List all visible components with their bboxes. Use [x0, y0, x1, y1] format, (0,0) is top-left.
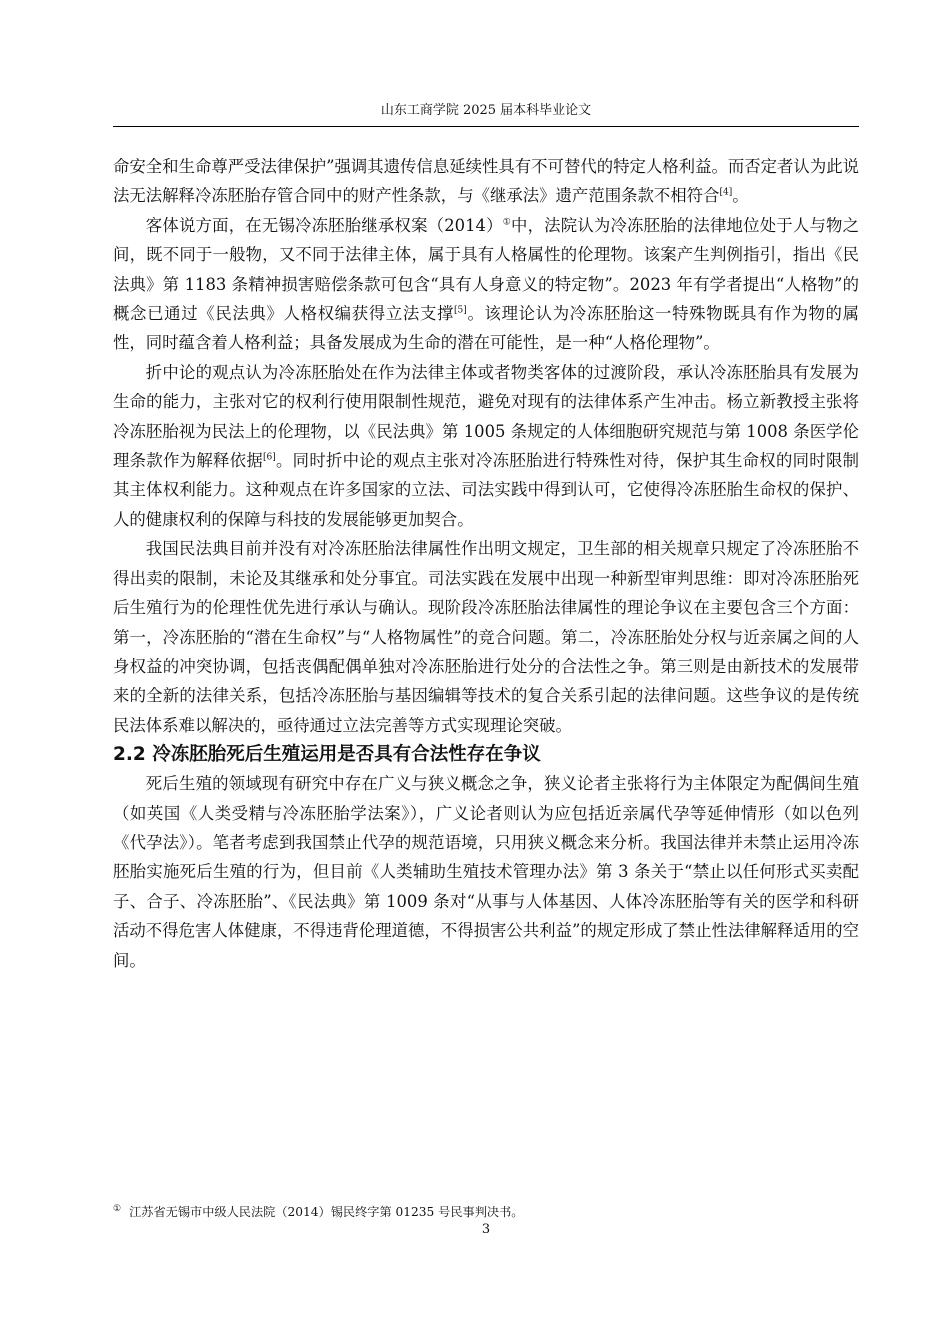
body-paragraph-object-theory: 客体说方面，在无锡冷冻胚胎继承权案（2014）①中，法院认为冷冻胚胎的法律地位处于人与物之间，既不同于一般物，又不同于法律主体，属于具有人格属性的伦理物。该案产生判例指引，指出《民法典》第 1183 条精神损害赔偿条款可包含“具有人身意义的特定物”。2023 年有学者提出“人格物”的概念已通过《民法典》人格权编获得立法支撑[5]。该理论认为冷冻胚胎这一特殊物既具有作为物的属性，同时蕴含着人格利益；具备发展成为生命的潜在可能性，是一种“人格伦理物”。	[113, 215, 859, 353]
running-header: 山东工商学院 2025 届本科毕业论文	[380, 103, 592, 118]
footnote-marker: ①	[113, 1203, 122, 1214]
citation-ref: [4]	[719, 187, 733, 198]
page-body	[113, 152, 859, 975]
footnote-area	[113, 1203, 859, 1221]
body-paragraph-posthumous-reproduction: 死后生殖的领域现有研究中存在广义与狭义概念之争，狭义论者主张将行为主体限定为配偶间生殖（如英国《人类受精与冷冻胚胎学法案》），广义论者则认为应包括近亲属代孕等延伸情形（如以色列《代孕法》）。笔者考虑到我国禁止代孕的规范语境，只用狭义概念来分析。我国法律并未禁止运用冷冻胚胎实施死后生殖的行为，但目前《人类辅助生殖技术管理办法》第 3 条关于“禁止以任何形式买卖配子、合子、冷冻胚胎”、《民法典》第 1009 条对“从事与人体基因、人体冷冻胚胎等有关的医学和科研活动不得危害人体健康，不得违背伦理道德，不得损害公共利益”的规定形成了禁止性法律解释适用的空间。	[113, 774, 859, 970]
citation-ref: [6]	[262, 452, 276, 463]
header-divider	[113, 126, 859, 127]
body-paragraph-current-law: 我国民法典目前并没有对冷冻胚胎法律属性作出明文规定，卫生部的相关规章只规定了冷冻胚胎不得出卖的限制，未论及其继承和处分事宜。司法实践在发展中出现一种新型审判思维：即对冷冻胚胎死后生殖行为的伦理性优先进行承认与确认。现阶段冷冻胚胎法律属性的理论争议在主要包含三个方面：第一，冷冻胚胎的“潜在生命权”与“人格物属性”的竞合问题。第二，冷冻胚胎处分权与近亲属之间的人身权益的冲突协调，包括丧偶配偶单独对冷冻胚胎进行处分的合法性之争。第三则是由新技术的发展带来的全新的法律关系，包括冷冻胚胎与基因编辑等技术的复合关系引起的法律问题。这些争议的是传统民法体系难以解决的，亟待通过立法完善等方式实现理论突破。	[113, 539, 859, 735]
footnote-ref: ①	[502, 217, 511, 228]
page-number: 3	[481, 1222, 491, 1237]
body-paragraph-compromise-theory: 折中论的观点认为冷冻胚胎处在作为法律主体或者物类客体的过渡阶段，承认冷冻胚胎具有发展为生命的能力，主张对它的权利行使用限制性规范，避免对现有的法律体系产生冲击。杨立新教授主张将冷冻胚胎视为民法上的伦理物，以《民法典》第 1005 条规定的人体细胞研究规范与第 1008 条医学伦理条款作为解释依据[6]。同时折中论的观点主张对冷冻胚胎进行特殊性对待，保护其生命权的同时限制其主体权利能力。这种观点在许多国家的立法、司法实践中得到认可，它使得冷冻胚胎生命权的保护、人的健康权利的保障与科技的发展能够更加契合。	[113, 362, 859, 529]
footnote	[113, 1203, 859, 1221]
body-paragraph-continued: 命安全和生命尊严受法律保护”强调其遗传信息延续性具有不可替代的特定人格利益。而否定者认为此说法无法解释冷冻胚胎存管合同中的财产性条款，与《继承法》遗产范围条款不相符合[4]。	[113, 157, 859, 206]
footnote-text: 江苏省无锡市中级人民法院（2014）锡民终字第 01235 号民事判决书。	[129, 1205, 524, 1219]
citation-ref: [5]	[454, 305, 467, 316]
section-heading: 2.2 冷冻胚胎死后生殖运用是否具有合法性存在争议	[113, 744, 541, 766]
